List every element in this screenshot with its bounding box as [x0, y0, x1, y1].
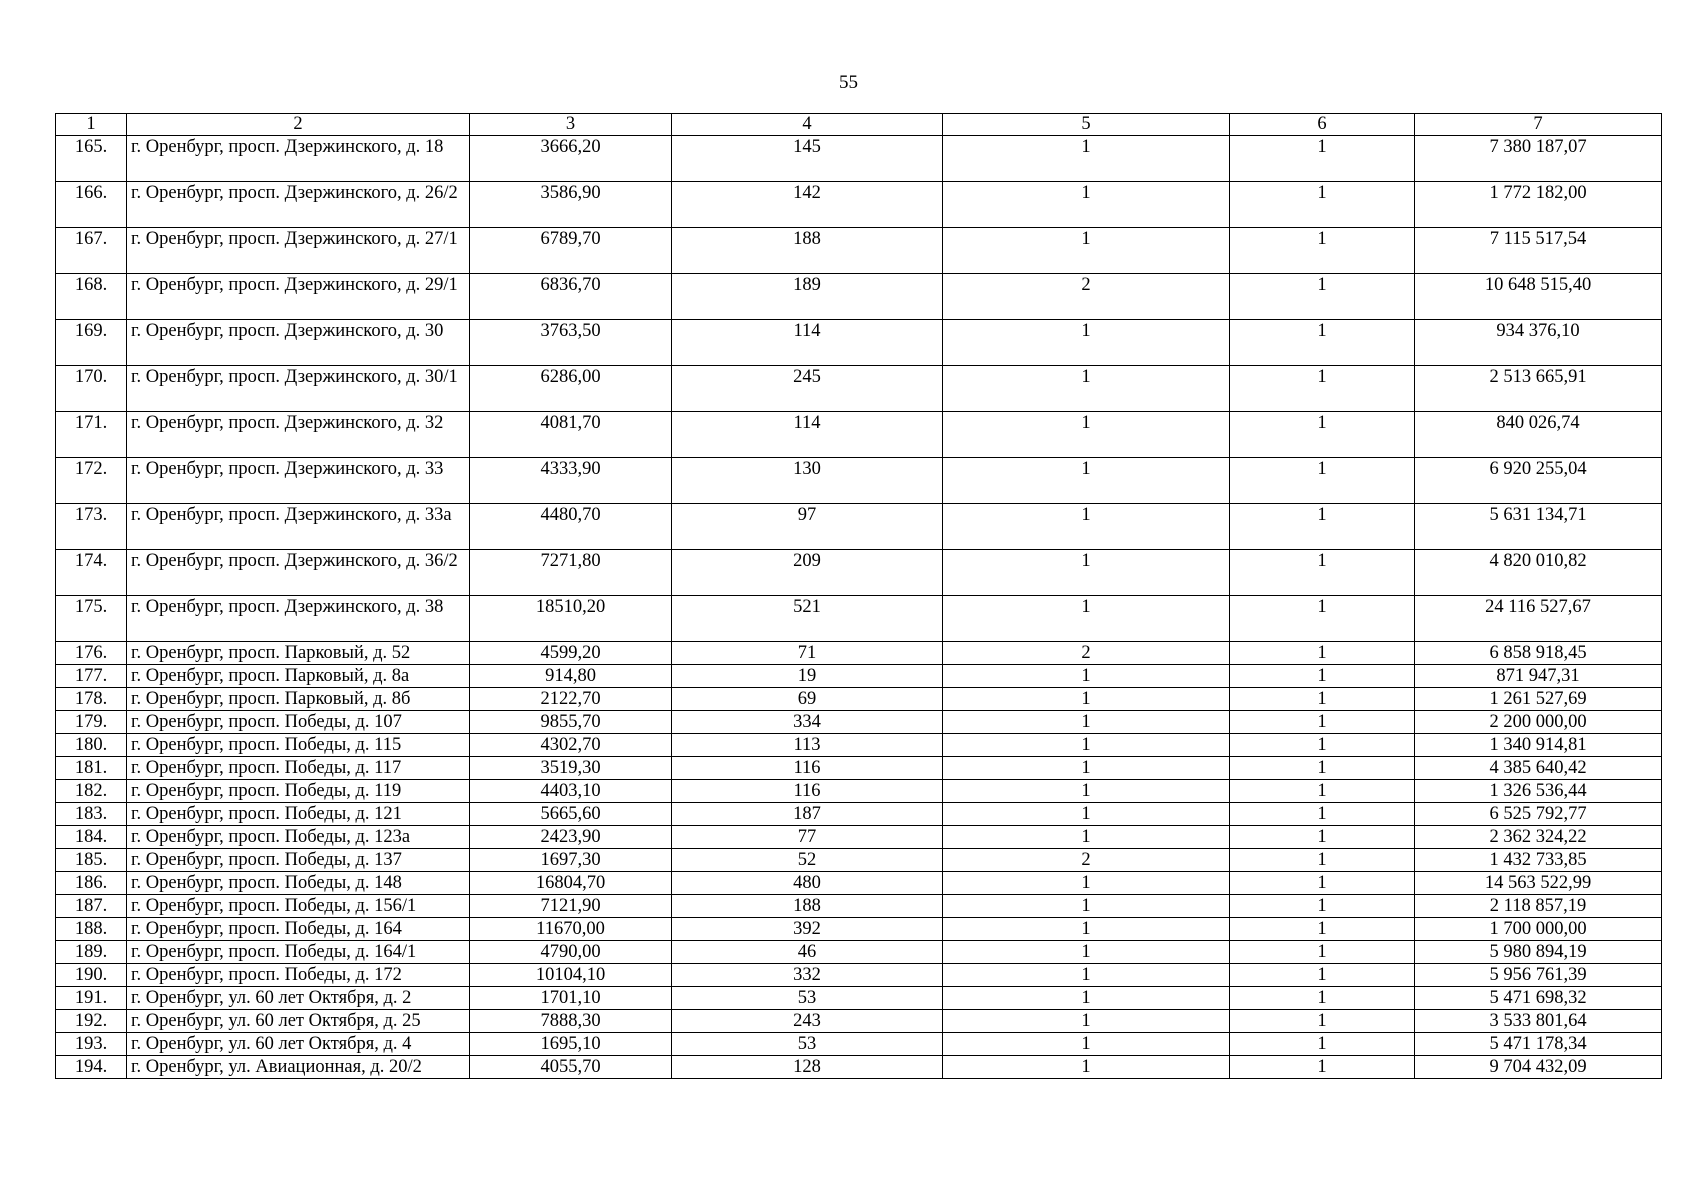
amount-cell: 2 362 324,22 — [1415, 826, 1662, 849]
table-row — [56, 872, 1662, 895]
column-4-cell: 189 — [672, 274, 943, 320]
column-6-cell: 1 — [1230, 803, 1415, 826]
table-row — [56, 1033, 1662, 1056]
amount-cell: 1 700 000,00 — [1415, 918, 1662, 941]
table-row — [56, 895, 1662, 918]
amount-cell: 7 115 517,54 — [1415, 228, 1662, 274]
area-cell: 3763,50 — [470, 320, 672, 366]
column-4-cell: 116 — [672, 757, 943, 780]
address-cell: г. Оренбург, просп. Победы, д. 119 — [127, 780, 470, 803]
column-5-cell: 1 — [943, 1010, 1230, 1033]
column-header-2: 2 — [127, 114, 470, 136]
row-number: 187. — [56, 895, 127, 918]
address-cell: г. Оренбург, просп. Дзержинского, д. 32 — [127, 412, 470, 458]
column-5-cell: 1 — [943, 918, 1230, 941]
column-4-cell: 97 — [672, 504, 943, 550]
column-4-cell: 392 — [672, 918, 943, 941]
table-row — [56, 412, 1662, 458]
column-6-cell: 1 — [1230, 987, 1415, 1010]
column-6-cell: 1 — [1230, 757, 1415, 780]
column-header-1: 1 — [56, 114, 127, 136]
amount-cell: 4 820 010,82 — [1415, 550, 1662, 596]
amount-cell: 2 513 665,91 — [1415, 366, 1662, 412]
area-cell: 1697,30 — [470, 849, 672, 872]
area-cell: 4480,70 — [470, 504, 672, 550]
column-4-cell: 53 — [672, 1033, 943, 1056]
table-row — [56, 136, 1662, 182]
column-4-cell: 334 — [672, 711, 943, 734]
column-6-cell: 1 — [1230, 1033, 1415, 1056]
address-cell: г. Оренбург, просп. Парковый, д. 8а — [127, 665, 470, 688]
amount-cell: 9 704 432,09 — [1415, 1056, 1662, 1079]
address-cell: г. Оренбург, просп. Дзержинского, д. 27/1 — [127, 228, 470, 274]
column-5-cell: 1 — [943, 872, 1230, 895]
row-number: 182. — [56, 780, 127, 803]
area-cell: 5665,60 — [470, 803, 672, 826]
row-number: 194. — [56, 1056, 127, 1079]
row-number: 173. — [56, 504, 127, 550]
table-row — [56, 941, 1662, 964]
table-row — [56, 918, 1662, 941]
row-number: 191. — [56, 987, 127, 1010]
area-cell: 6836,70 — [470, 274, 672, 320]
area-cell: 4599,20 — [470, 642, 672, 665]
area-cell: 2423,90 — [470, 826, 672, 849]
row-number: 171. — [56, 412, 127, 458]
area-cell: 7888,30 — [470, 1010, 672, 1033]
address-cell: г. Оренбург, просп. Победы, д. 107 — [127, 711, 470, 734]
column-5-cell: 1 — [943, 987, 1230, 1010]
column-6-cell: 1 — [1230, 872, 1415, 895]
column-6-cell: 1 — [1230, 711, 1415, 734]
column-5-cell: 1 — [943, 366, 1230, 412]
area-cell: 10104,10 — [470, 964, 672, 987]
column-4-cell: 130 — [672, 458, 943, 504]
column-4-cell: 245 — [672, 366, 943, 412]
address-cell: г. Оренбург, ул. 60 лет Октября, д. 25 — [127, 1010, 470, 1033]
column-4-cell: 114 — [672, 320, 943, 366]
column-4-cell: 187 — [672, 803, 943, 826]
amount-cell: 1 261 527,69 — [1415, 688, 1662, 711]
area-cell: 3586,90 — [470, 182, 672, 228]
column-5-cell: 1 — [943, 711, 1230, 734]
row-number: 170. — [56, 366, 127, 412]
column-5-cell: 1 — [943, 182, 1230, 228]
amount-cell: 2 200 000,00 — [1415, 711, 1662, 734]
column-4-cell: 243 — [672, 1010, 943, 1033]
column-6-cell: 1 — [1230, 458, 1415, 504]
column-5-cell: 1 — [943, 780, 1230, 803]
area-cell: 1701,10 — [470, 987, 672, 1010]
area-cell: 4333,90 — [470, 458, 672, 504]
column-5-cell: 1 — [943, 688, 1230, 711]
address-cell: г. Оренбург, просп. Победы, д. 121 — [127, 803, 470, 826]
area-cell: 4081,70 — [470, 412, 672, 458]
row-number: 167. — [56, 228, 127, 274]
table-row — [56, 596, 1662, 642]
column-4-cell: 480 — [672, 872, 943, 895]
column-6-cell: 1 — [1230, 136, 1415, 182]
column-5-cell: 1 — [943, 458, 1230, 504]
amount-cell: 5 631 134,71 — [1415, 504, 1662, 550]
column-6-cell: 1 — [1230, 964, 1415, 987]
column-6-cell: 1 — [1230, 688, 1415, 711]
column-4-cell: 521 — [672, 596, 943, 642]
address-cell: г. Оренбург, просп. Дзержинского, д. 33 — [127, 458, 470, 504]
table-row — [56, 642, 1662, 665]
column-6-cell: 1 — [1230, 274, 1415, 320]
address-cell: г. Оренбург, просп. Дзержинского, д. 29/1 — [127, 274, 470, 320]
address-cell: г. Оренбург, просп. Дзержинского, д. 38 — [127, 596, 470, 642]
column-4-cell: 71 — [672, 642, 943, 665]
address-cell: г. Оренбург, просп. Победы, д. 172 — [127, 964, 470, 987]
area-cell: 16804,70 — [470, 872, 672, 895]
column-header-3: 3 — [470, 114, 672, 136]
amount-cell: 5 956 761,39 — [1415, 964, 1662, 987]
column-4-cell: 142 — [672, 182, 943, 228]
table-row — [56, 1056, 1662, 1079]
address-cell: г. Оренбург, просп. Дзержинского, д. 26/2 — [127, 182, 470, 228]
amount-cell: 1 340 914,81 — [1415, 734, 1662, 757]
area-cell: 4403,10 — [470, 780, 672, 803]
column-6-cell: 1 — [1230, 182, 1415, 228]
address-cell: г. Оренбург, просп. Дзержинского, д. 30 — [127, 320, 470, 366]
amount-cell: 3 533 801,64 — [1415, 1010, 1662, 1033]
amount-cell: 14 563 522,99 — [1415, 872, 1662, 895]
area-cell: 6286,00 — [470, 366, 672, 412]
amount-cell: 871 947,31 — [1415, 665, 1662, 688]
column-4-cell: 53 — [672, 987, 943, 1010]
area-cell: 7121,90 — [470, 895, 672, 918]
row-number: 180. — [56, 734, 127, 757]
row-number: 181. — [56, 757, 127, 780]
amount-cell: 6 920 255,04 — [1415, 458, 1662, 504]
address-cell: г. Оренбург, ул. 60 лет Октября, д. 2 — [127, 987, 470, 1010]
column-4-cell: 128 — [672, 1056, 943, 1079]
address-cell: г. Оренбург, ул. 60 лет Октября, д. 4 — [127, 1033, 470, 1056]
table-row — [56, 665, 1662, 688]
header-row — [56, 114, 1662, 136]
row-number: 189. — [56, 941, 127, 964]
column-6-cell: 1 — [1230, 504, 1415, 550]
area-cell: 7271,80 — [470, 550, 672, 596]
table-row — [56, 1010, 1662, 1033]
row-number: 190. — [56, 964, 127, 987]
column-6-cell: 1 — [1230, 412, 1415, 458]
row-number: 178. — [56, 688, 127, 711]
row-number: 186. — [56, 872, 127, 895]
area-cell: 3519,30 — [470, 757, 672, 780]
row-number: 176. — [56, 642, 127, 665]
row-number: 165. — [56, 136, 127, 182]
column-6-cell: 1 — [1230, 849, 1415, 872]
column-4-cell: 209 — [672, 550, 943, 596]
amount-cell: 1 772 182,00 — [1415, 182, 1662, 228]
area-cell: 914,80 — [470, 665, 672, 688]
address-cell: г. Оренбург, просп. Победы, д. 164/1 — [127, 941, 470, 964]
column-5-cell: 1 — [943, 228, 1230, 274]
row-number: 175. — [56, 596, 127, 642]
amount-cell: 840 026,74 — [1415, 412, 1662, 458]
column-4-cell: 77 — [672, 826, 943, 849]
row-number: 174. — [56, 550, 127, 596]
column-4-cell: 114 — [672, 412, 943, 458]
column-5-cell: 1 — [943, 412, 1230, 458]
address-cell: г. Оренбург, просп. Победы, д. 115 — [127, 734, 470, 757]
column-4-cell: 69 — [672, 688, 943, 711]
row-number: 172. — [56, 458, 127, 504]
area-cell: 1695,10 — [470, 1033, 672, 1056]
column-5-cell: 1 — [943, 734, 1230, 757]
column-5-cell: 2 — [943, 849, 1230, 872]
table-row — [56, 504, 1662, 550]
table-row — [56, 987, 1662, 1010]
column-header-4: 4 — [672, 114, 943, 136]
address-cell: г. Оренбург, просп. Дзержинского, д. 18 — [127, 136, 470, 182]
address-cell: г. Оренбург, просп. Дзержинского, д. 30/1 — [127, 366, 470, 412]
amount-cell: 1 326 536,44 — [1415, 780, 1662, 803]
column-header-5: 5 — [943, 114, 1230, 136]
table-row — [56, 550, 1662, 596]
column-4-cell: 188 — [672, 895, 943, 918]
column-4-cell: 113 — [672, 734, 943, 757]
row-number: 166. — [56, 182, 127, 228]
housing-registry-table — [55, 113, 1662, 1079]
column-6-cell: 1 — [1230, 366, 1415, 412]
column-5-cell: 1 — [943, 596, 1230, 642]
table-row — [56, 803, 1662, 826]
column-5-cell: 1 — [943, 826, 1230, 849]
column-6-cell: 1 — [1230, 596, 1415, 642]
column-5-cell: 1 — [943, 504, 1230, 550]
column-5-cell: 1 — [943, 895, 1230, 918]
column-header-7: 7 — [1415, 114, 1662, 136]
area-cell: 6789,70 — [470, 228, 672, 274]
column-5-cell: 1 — [943, 1056, 1230, 1079]
address-cell: г. Оренбург, просп. Дзержинского, д. 36/2 — [127, 550, 470, 596]
column-5-cell: 1 — [943, 757, 1230, 780]
row-number: 192. — [56, 1010, 127, 1033]
column-6-cell: 1 — [1230, 780, 1415, 803]
address-cell: г. Оренбург, просп. Победы, д. 137 — [127, 849, 470, 872]
area-cell: 4302,70 — [470, 734, 672, 757]
address-cell: г. Оренбург, просп. Парковый, д. 8б — [127, 688, 470, 711]
row-number: 188. — [56, 918, 127, 941]
row-number: 185. — [56, 849, 127, 872]
area-cell: 3666,20 — [470, 136, 672, 182]
address-cell: г. Оренбург, просп. Победы, д. 117 — [127, 757, 470, 780]
column-4-cell: 116 — [672, 780, 943, 803]
column-6-cell: 1 — [1230, 941, 1415, 964]
page-number: 55 — [839, 72, 858, 93]
column-4-cell: 46 — [672, 941, 943, 964]
area-cell: 2122,70 — [470, 688, 672, 711]
row-number: 168. — [56, 274, 127, 320]
table-row — [56, 274, 1662, 320]
amount-cell: 5 980 894,19 — [1415, 941, 1662, 964]
column-6-cell: 1 — [1230, 320, 1415, 366]
area-cell: 11670,00 — [470, 918, 672, 941]
column-5-cell: 1 — [943, 665, 1230, 688]
table-row — [56, 228, 1662, 274]
column-6-cell: 1 — [1230, 734, 1415, 757]
amount-cell: 2 118 857,19 — [1415, 895, 1662, 918]
table-body — [56, 136, 1662, 1079]
table-row — [56, 757, 1662, 780]
address-cell: г. Оренбург, просп. Победы, д. 148 — [127, 872, 470, 895]
table-row — [56, 458, 1662, 504]
address-cell: г. Оренбург, просп. Победы, д. 123а — [127, 826, 470, 849]
amount-cell: 4 385 640,42 — [1415, 757, 1662, 780]
table-row — [56, 366, 1662, 412]
amount-cell: 10 648 515,40 — [1415, 274, 1662, 320]
table-row — [56, 826, 1662, 849]
column-5-cell: 1 — [943, 803, 1230, 826]
table-row — [56, 182, 1662, 228]
column-5-cell: 2 — [943, 274, 1230, 320]
area-cell: 4055,70 — [470, 1056, 672, 1079]
amount-cell: 934 376,10 — [1415, 320, 1662, 366]
column-6-cell: 1 — [1230, 665, 1415, 688]
table-row — [56, 734, 1662, 757]
column-6-cell: 1 — [1230, 895, 1415, 918]
column-4-cell: 332 — [672, 964, 943, 987]
table-row — [56, 780, 1662, 803]
column-6-cell: 1 — [1230, 550, 1415, 596]
amount-cell: 24 116 527,67 — [1415, 596, 1662, 642]
column-4-cell: 188 — [672, 228, 943, 274]
column-6-cell: 1 — [1230, 1010, 1415, 1033]
area-cell: 9855,70 — [470, 711, 672, 734]
column-4-cell: 19 — [672, 665, 943, 688]
table-row — [56, 711, 1662, 734]
column-5-cell: 1 — [943, 136, 1230, 182]
amount-cell: 7 380 187,07 — [1415, 136, 1662, 182]
amount-cell: 6 858 918,45 — [1415, 642, 1662, 665]
amount-cell: 5 471 698,32 — [1415, 987, 1662, 1010]
address-cell: г. Оренбург, просп. Победы, д. 156/1 — [127, 895, 470, 918]
column-5-cell: 1 — [943, 964, 1230, 987]
row-number: 179. — [56, 711, 127, 734]
column-5-cell: 1 — [943, 320, 1230, 366]
row-number: 184. — [56, 826, 127, 849]
column-6-cell: 1 — [1230, 228, 1415, 274]
amount-cell: 5 471 178,34 — [1415, 1033, 1662, 1056]
column-4-cell: 145 — [672, 136, 943, 182]
address-cell: г. Оренбург, просп. Дзержинского, д. 33а — [127, 504, 470, 550]
column-5-cell: 1 — [943, 941, 1230, 964]
area-cell: 18510,20 — [470, 596, 672, 642]
amount-cell: 6 525 792,77 — [1415, 803, 1662, 826]
column-5-cell: 2 — [943, 642, 1230, 665]
column-5-cell: 1 — [943, 550, 1230, 596]
row-number: 169. — [56, 320, 127, 366]
address-cell: г. Оренбург, просп. Победы, д. 164 — [127, 918, 470, 941]
table-row — [56, 320, 1662, 366]
table-row — [56, 964, 1662, 987]
column-6-cell: 1 — [1230, 1056, 1415, 1079]
row-number: 177. — [56, 665, 127, 688]
table-row — [56, 849, 1662, 872]
column-header-6: 6 — [1230, 114, 1415, 136]
row-number: 183. — [56, 803, 127, 826]
column-5-cell: 1 — [943, 1033, 1230, 1056]
table-row — [56, 688, 1662, 711]
address-cell: г. Оренбург, ул. Авиационная, д. 20/2 — [127, 1056, 470, 1079]
column-4-cell: 52 — [672, 849, 943, 872]
row-number: 193. — [56, 1033, 127, 1056]
amount-cell: 1 432 733,85 — [1415, 849, 1662, 872]
column-6-cell: 1 — [1230, 918, 1415, 941]
area-cell: 4790,00 — [470, 941, 672, 964]
column-6-cell: 1 — [1230, 826, 1415, 849]
column-6-cell: 1 — [1230, 642, 1415, 665]
address-cell: г. Оренбург, просп. Парковый, д. 52 — [127, 642, 470, 665]
